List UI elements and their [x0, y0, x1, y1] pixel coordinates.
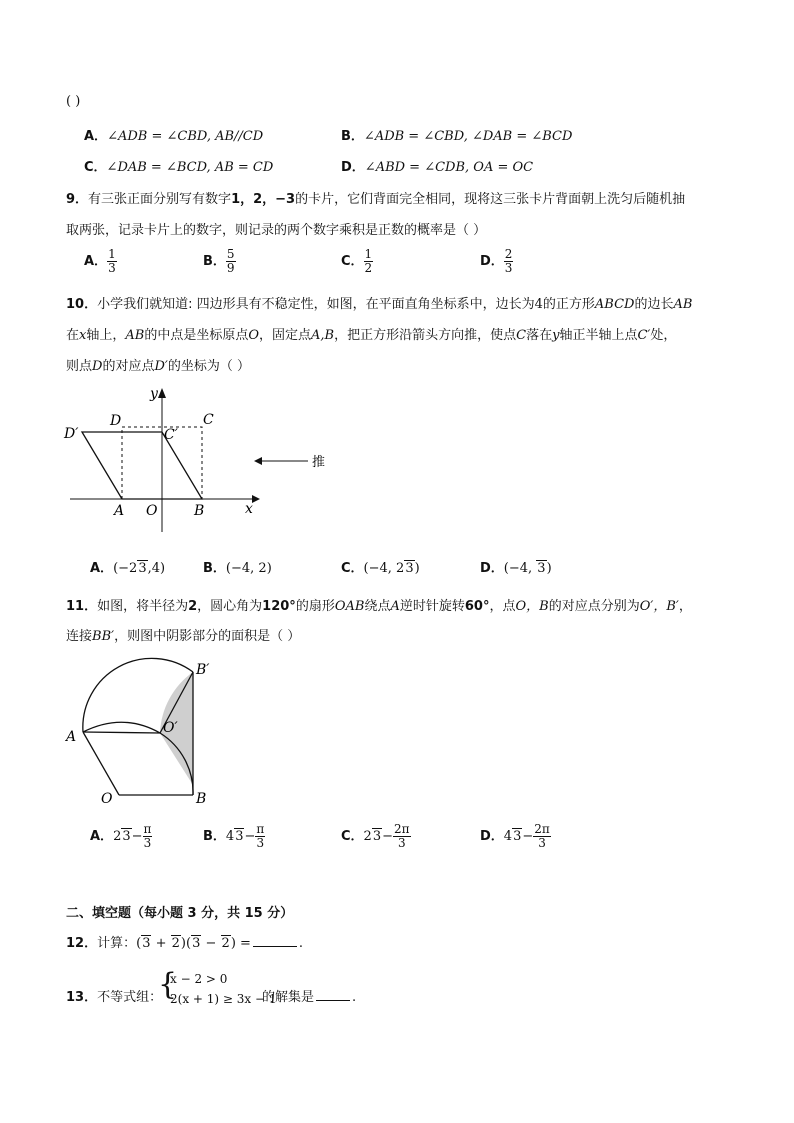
option-text: ,4) [147, 561, 166, 576]
q10-line-1 [66, 293, 692, 312]
q10-line-3 [66, 355, 250, 374]
minus: − [522, 829, 534, 844]
q10-text: ，固定点 [259, 328, 312, 343]
label-b: B [196, 791, 207, 807]
q11-angle: 120° [262, 599, 296, 614]
q10-var: y [552, 328, 560, 343]
q10-var: x [79, 328, 87, 343]
q11-text: 的扇形 [295, 599, 335, 614]
label-o: O [101, 791, 113, 807]
question-number: 10． [66, 297, 98, 312]
q10-var: D′ [154, 359, 168, 374]
q8-option-c [84, 156, 273, 175]
q11-text: 的对应点分别为 [548, 599, 640, 614]
option-text: ∠ABD = ∠CDB, OA = OC [364, 160, 534, 175]
q13-text: 的解集是 [262, 990, 315, 1005]
q11-text: 逆时针旋转 [399, 599, 465, 614]
q10-text: 的对应点 [102, 359, 155, 374]
numerator: 1 [108, 247, 116, 261]
denominator: 3 [256, 836, 265, 850]
q10-figure [60, 382, 340, 542]
fraction [533, 823, 551, 850]
q10-line-2 [66, 324, 676, 343]
label-d-prime: D′ [64, 426, 79, 442]
q10-text: 轴正半轴上点 [559, 328, 638, 343]
q10-text: 则点 [66, 359, 93, 374]
option-label: C． [84, 160, 107, 175]
denominator: 3 [504, 261, 513, 275]
sqrt-radicand: 3 [122, 829, 131, 844]
question-number: 9． [66, 192, 89, 207]
label-push: 推 [312, 455, 326, 470]
q8-option-d [341, 156, 533, 175]
x-axis-arrow [252, 495, 260, 503]
q10-var: C′ [637, 328, 651, 343]
coefficient: 4 [225, 829, 235, 844]
option-label: C． [341, 254, 364, 269]
q11-var: OAB [334, 599, 365, 614]
q10-var: A,B [311, 328, 335, 343]
q11-text: ， [678, 599, 692, 614]
q11-option-a [90, 823, 152, 850]
denominator: 3 [108, 261, 116, 275]
option-text: (−4, 2) [225, 561, 272, 576]
option-label: A． [90, 829, 114, 844]
q10-var: C [516, 328, 527, 343]
q11-var: O′，B′ [639, 599, 679, 614]
q11-text: ，点 [489, 599, 516, 614]
label-b: B [194, 503, 205, 519]
q10-text: 轴上， [86, 328, 126, 343]
coefficient: 4 [503, 829, 513, 844]
q9-text-a: 有三张正面分别写有数字 [88, 192, 232, 207]
q10-var: AB [125, 328, 145, 343]
q9-text-b: 的卡片，它们背面完全相同，现将这三张卡片背面朝上洗匀后随机抽 [295, 192, 686, 207]
q13-tail [262, 986, 356, 1005]
q10-option-d [480, 557, 552, 576]
option-label: C． [341, 561, 364, 576]
label-a: A [66, 729, 77, 745]
sqrt-radicand: 3 [513, 829, 522, 844]
minus: − [131, 829, 143, 844]
period: . [298, 936, 304, 951]
q8-option-b [341, 125, 572, 144]
denominator: 9 [226, 261, 235, 275]
period: . [352, 990, 357, 1005]
sqrt-radicand: 3 [192, 936, 201, 951]
q11-line-1 [66, 595, 692, 614]
fraction [364, 248, 374, 275]
inequality-2: 2(x + 1) ≥ 3x − 1 [170, 992, 277, 1006]
q11-radius: 2 [188, 599, 198, 614]
section-2-title: 二、填空题（每小题 3 分，共 15 分） [66, 906, 294, 921]
q11-var: O，B [515, 599, 549, 614]
option-text: ∠DAB = ∠BCD, AB = CD [106, 160, 274, 175]
denominator: 3 [143, 836, 152, 850]
q11-text: ，圆心角为 [197, 599, 263, 614]
sqrt-radicand: 3 [372, 829, 382, 844]
q11-figure [60, 652, 230, 812]
option-label: A． [84, 254, 108, 269]
paren: )( [180, 936, 192, 951]
sqrt-radicand: 2 [221, 936, 230, 951]
q11-var: A [390, 599, 400, 614]
fraction [393, 823, 411, 850]
sqrt-radicand: 3 [405, 561, 414, 576]
q11-option-c [341, 823, 411, 850]
q9-line-2: 取两张，记录卡片上的数字，则记录的两个数字乘积是正数的概率是（ ） [66, 223, 487, 238]
option-label: A． [84, 129, 108, 144]
numerator: 2π [394, 822, 410, 836]
sqrt-radicand: 3 [537, 561, 546, 576]
q12-text: 计算： [97, 936, 137, 951]
numerator: 1 [364, 247, 373, 261]
numerator: π [256, 822, 265, 836]
y-axis-arrow [158, 388, 166, 398]
label-b-prime: B′ [196, 662, 210, 678]
label-d: D [110, 413, 122, 429]
sqrt-radicand: 3 [138, 561, 147, 576]
q11-text: 连接 [66, 629, 93, 644]
fraction [255, 823, 265, 850]
q10-option-a [90, 557, 165, 576]
q12-line [66, 932, 303, 951]
fraction [226, 248, 236, 275]
segment-a-o-prime [83, 732, 160, 733]
option-text: ∠ADB = ∠CBD, AB//CD [107, 129, 264, 144]
numerator: π [143, 822, 152, 836]
q10-text: 的边长 [634, 297, 674, 312]
option-label: B． [341, 129, 364, 144]
option-text: ∠ADB = ∠CBD, ∠DAB = ∠BCD [363, 129, 573, 144]
option-label: A． [90, 561, 114, 576]
question-number: 12． [66, 936, 98, 951]
coefficient: 2 [363, 829, 372, 844]
option-label: B． [203, 561, 226, 576]
system-brace-icon: { [158, 967, 178, 1002]
q10-text: 小学我们就知道: 四边形具有不稳定性，如图，在平面直角坐标系中，边长为 [97, 297, 535, 312]
q10-text: 的坐标为（ ） [167, 359, 250, 374]
fraction [143, 823, 153, 850]
q10-text: 的正方形 [542, 297, 595, 312]
question-number: 13． [66, 990, 98, 1005]
denominator: 2 [364, 261, 373, 275]
option-label: C． [341, 829, 364, 844]
numerator: 2π [534, 822, 550, 836]
q10-text: 落在 [526, 328, 553, 343]
answer-blank[interactable] [253, 934, 297, 947]
numerator: 2 [504, 247, 513, 261]
q10-text: ，把正方形沿箭头方向推，使点 [334, 328, 517, 343]
label-x: x [245, 501, 253, 517]
option-label: D． [480, 561, 504, 576]
q11-text: 绕点 [364, 599, 391, 614]
label-y: y [150, 386, 158, 402]
equals: ) = [230, 936, 251, 951]
label-c: C [203, 412, 214, 428]
q10-option-c [341, 557, 420, 576]
q10-text: 在 [66, 328, 80, 343]
q9-option-b [203, 248, 236, 275]
q9-line-1 [66, 188, 685, 207]
q11-text: ，则图中阴影部分的面积是（ ） [114, 629, 301, 644]
inner-arc [83, 722, 160, 733]
q9-option-a [84, 248, 117, 275]
q11-text: 如图，将半径为 [97, 599, 189, 614]
label-o: O [146, 503, 158, 519]
minus: − [382, 829, 394, 844]
q8-option-a [84, 125, 263, 144]
option-label: B． [203, 829, 226, 844]
coefficient: 2 [113, 829, 122, 844]
q11-option-d [480, 823, 551, 850]
minus: − [244, 829, 256, 844]
option-text: ) [546, 561, 552, 576]
denominator: 3 [397, 836, 406, 850]
q8-paren: ( ) [66, 94, 81, 109]
sqrt-radicand: 3 [142, 936, 151, 951]
label-a: A [114, 503, 125, 519]
option-label: D． [341, 160, 365, 175]
q11-var: BB′ [92, 629, 115, 644]
inequality-1: x − 2 > 0 [170, 972, 228, 986]
paren: ( [136, 936, 142, 951]
q9-option-c [341, 248, 373, 275]
q13-label [66, 986, 162, 1005]
q10-option-b [203, 557, 272, 576]
option-text: ) [414, 561, 420, 576]
q11-option-b [203, 823, 265, 850]
q10-var: O [248, 328, 260, 343]
q9-numbers: 1，2，−3 [231, 192, 296, 207]
label-c-prime: C′ [164, 427, 178, 443]
q10-var: AB [673, 297, 693, 312]
sqrt-radicand: 3 [235, 829, 244, 844]
option-label: B． [203, 254, 226, 269]
option-label: D． [480, 829, 504, 844]
fraction [504, 248, 514, 275]
q10-text: 处， [650, 328, 677, 343]
segment-a-o [83, 732, 119, 795]
q10-side-length: 4 [534, 297, 543, 312]
denominator: 3 [538, 836, 546, 850]
push-arrow-icon [254, 457, 262, 465]
question-number: 11． [66, 599, 98, 614]
option-text: (−4, 2 [363, 561, 405, 576]
q10-var: D [92, 359, 103, 374]
option-label: D． [480, 254, 504, 269]
pushed-parallelogram [82, 432, 202, 499]
q10-text: 的中点是坐标原点 [144, 328, 249, 343]
option-text: (−2 [113, 561, 138, 576]
q13-text: 不等式组： [97, 990, 163, 1005]
fraction [107, 248, 117, 275]
q10-var: ABCD [594, 297, 635, 312]
q11-line-2 [66, 625, 300, 644]
q11-rotation: 60° [464, 599, 490, 614]
plus: + [151, 936, 171, 951]
minus: − [201, 936, 221, 951]
label-o-prime: O′ [163, 720, 178, 736]
answer-blank[interactable] [316, 988, 350, 1001]
numerator: 5 [226, 247, 235, 261]
q9-option-d [480, 248, 513, 275]
sqrt-radicand: 2 [171, 936, 180, 951]
option-text: (−4, [503, 561, 537, 576]
